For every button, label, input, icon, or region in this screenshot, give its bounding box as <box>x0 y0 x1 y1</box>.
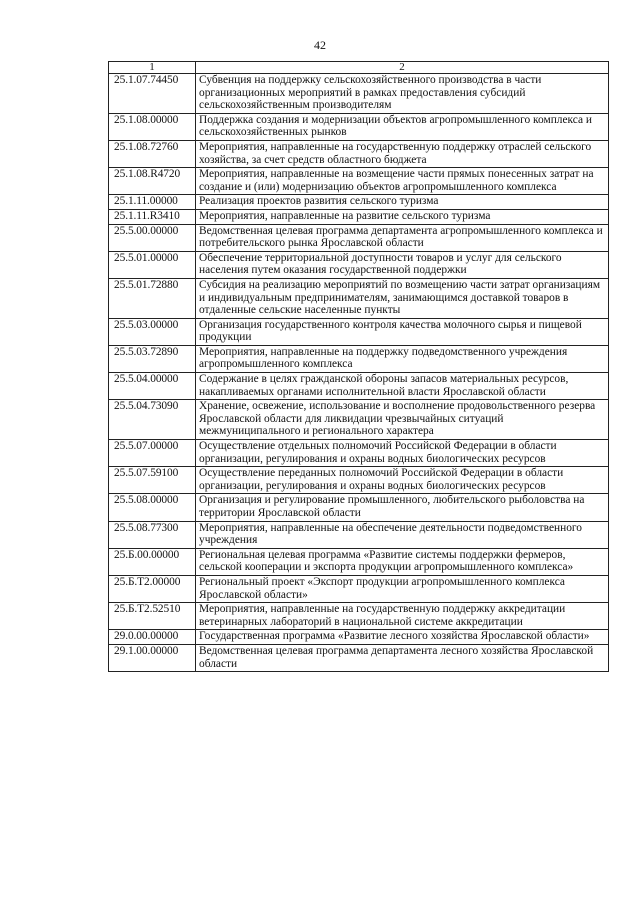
budget-classification-table <box>108 61 609 672</box>
table-row <box>109 140 609 167</box>
row-name-cell: Обеспечение территориальной доступности товаров и услуг для сельского населения путем оказания государственной поддержки <box>196 251 609 278</box>
table-row <box>109 467 609 494</box>
row-name-cell: Осуществление отдельных полномочий Российской Федерации в области организации, регулирования и охраны водных биологических ресурсов <box>196 440 609 467</box>
row-code-cell: 25.5.03.00000 <box>109 318 196 345</box>
row-code-cell: 25.Б.00.00000 <box>109 548 196 575</box>
row-name-cell: Содержание в целях гражданской обороны запасов материальных ресурсов, накапливаемых органами исполнительной власти Ярославской области <box>196 373 609 400</box>
column-header-code: 1 <box>109 62 196 74</box>
row-code-cell: 25.1.08.R4720 <box>109 168 196 195</box>
row-name-cell: Государственная программа «Развитие лесного хозяйства Ярославской области» <box>196 630 609 645</box>
row-name-cell: Региональная целевая программа «Развитие системы поддержки фермеров, сельской кооперации и экспорта продукции агропромышленного комплекса» <box>196 548 609 575</box>
row-name-cell: Мероприятия, направленные на государственную поддержку отраслей сельского хозяйства, за счет средств областного бюджета <box>196 140 609 167</box>
row-code-cell: 25.5.07.00000 <box>109 440 196 467</box>
row-code-cell: 25.5.07.59100 <box>109 467 196 494</box>
row-name-cell: Ведомственная целевая программа департамента агропромышленного комплекса и потребительского рынка Ярославской области <box>196 224 609 251</box>
row-name-cell: Организация и регулирование промышленного, любительского рыболовства на территории Ярославской области <box>196 494 609 521</box>
row-name-cell: Мероприятия, направленные на возмещение части прямых понесенных затрат на создание и (или) модернизацию объектов агропромышленного комплекса <box>196 168 609 195</box>
table-row <box>109 521 609 548</box>
row-name-cell: Реализация проектов развития сельского туризма <box>196 195 609 210</box>
table-row <box>109 251 609 278</box>
row-code-cell: 25.5.04.73090 <box>109 400 196 440</box>
table-row <box>109 195 609 210</box>
column-header-name: 2 <box>196 62 609 74</box>
row-name-cell: Хранение, освежение, использование и восполнение продовольственного резерва Ярославской области для ликвидации чрезвычайных ситуаций межмуниципального и регионального характера <box>196 400 609 440</box>
row-code-cell: 25.5.08.77300 <box>109 521 196 548</box>
table-header-row <box>109 62 609 74</box>
table-row <box>109 440 609 467</box>
row-code-cell: 25.1.08.00000 <box>109 113 196 140</box>
table-row <box>109 575 609 602</box>
page-number: 42 <box>314 38 326 52</box>
row-name-cell: Ведомственная целевая программа департамента лесного хозяйства Ярославской области <box>196 644 609 671</box>
table-row <box>109 168 609 195</box>
row-code-cell: 25.5.00.00000 <box>109 224 196 251</box>
row-code-cell: 25.Б.Т2.00000 <box>109 575 196 602</box>
table-row <box>109 644 609 671</box>
row-code-cell: 25.1.08.72760 <box>109 140 196 167</box>
row-code-cell: 25.Б.Т2.52510 <box>109 603 196 630</box>
table-row <box>109 548 609 575</box>
row-code-cell: 25.1.11.00000 <box>109 195 196 210</box>
table-row <box>109 603 609 630</box>
table-row <box>109 224 609 251</box>
row-code-cell: 29.1.00.00000 <box>109 644 196 671</box>
table-row <box>109 630 609 645</box>
table-row <box>109 209 609 224</box>
table-row <box>109 345 609 372</box>
row-code-cell: 25.5.01.00000 <box>109 251 196 278</box>
row-code-cell: 25.5.03.72890 <box>109 345 196 372</box>
row-name-cell: Субсидия на реализацию мероприятий по возмещению части затрат организациям и индивидуальным предпринимателям, занимающимся доставкой товаров в отдаленные сельские населенные пункты <box>196 278 609 318</box>
table-row <box>109 494 609 521</box>
row-name-cell: Мероприятия, направленные на развитие сельского туризма <box>196 209 609 224</box>
row-name-cell: Осуществление переданных полномочий Российской Федерации в области организации, регулирования и охраны водных биологических ресурсов <box>196 467 609 494</box>
row-code-cell: 25.1.07.74450 <box>109 74 196 114</box>
row-name-cell: Региональный проект «Экспорт продукции агропромышленного комплекса Ярославской области» <box>196 575 609 602</box>
row-name-cell: Мероприятия, направленные на государственную поддержку аккредитации ветеринарных лабораторий в национальной системе аккредитации <box>196 603 609 630</box>
table-row <box>109 373 609 400</box>
row-code-cell: 25.5.08.00000 <box>109 494 196 521</box>
row-code-cell: 25.5.04.00000 <box>109 373 196 400</box>
table-row <box>109 278 609 318</box>
row-name-cell: Мероприятия, направленные на обеспечение деятельности подведомственного учреждения <box>196 521 609 548</box>
row-code-cell: 25.5.01.72880 <box>109 278 196 318</box>
row-name-cell: Организация государственного контроля качества молочного сырья и пищевой продукции <box>196 318 609 345</box>
table-row <box>109 74 609 114</box>
row-name-cell: Субвенция на поддержку сельскохозяйственного производства в части организационных мероприятий в рамках предоставления субсидий сельскохозяйственным производителям <box>196 74 609 114</box>
table-row <box>109 113 609 140</box>
row-name-cell: Мероприятия, направленные на поддержку подведомственного учреждения агропромышленного комплекса <box>196 345 609 372</box>
row-code-cell: 29.0.00.00000 <box>109 630 196 645</box>
row-name-cell: Поддержка создания и модернизации объектов агропромышленного комплекса и сельскохозяйственных рынков <box>196 113 609 140</box>
table-row <box>109 318 609 345</box>
table-row <box>109 400 609 440</box>
row-code-cell: 25.1.11.R3410 <box>109 209 196 224</box>
